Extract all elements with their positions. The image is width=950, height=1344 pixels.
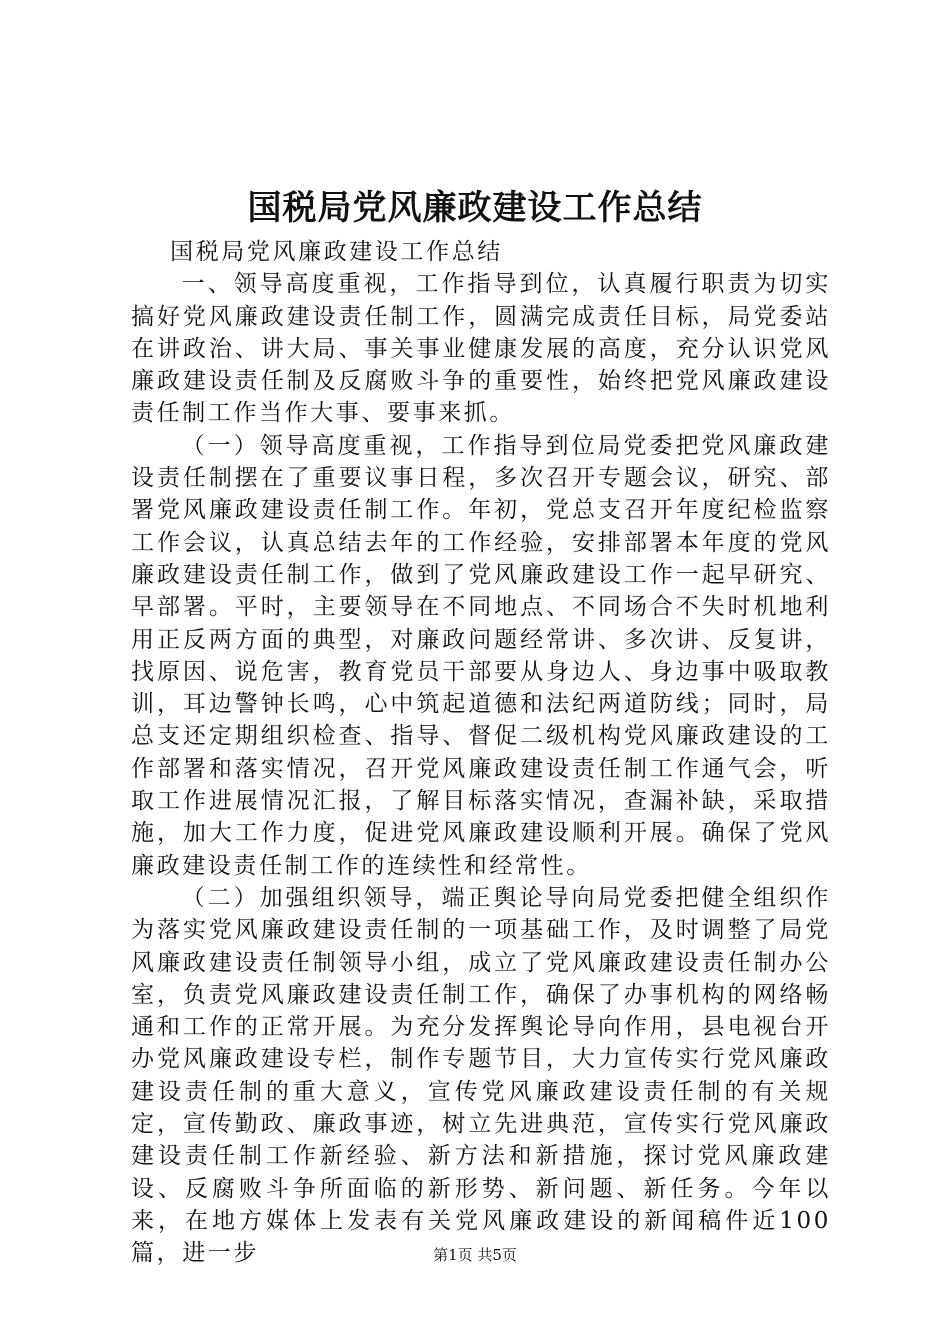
paragraph-1: 一、领导高度重视，工作指导到位，认真履行职责为切实搞好党风廉政建设责任制工作，圆满完成责任目标，局党委站在讲政治、讲大局、事关事业健康发展的高度，充分认识党风廉政建设责任制及反腐败斗争的重要性，始终把党风廉政建设责任制工作当作大事、要事来抓。 bbox=[131, 271, 831, 427]
document-title: 国税局党风廉政建设工作总结 bbox=[247, 188, 703, 228]
page-number-footer: 第1页 共5页 bbox=[433, 1246, 517, 1264]
paragraph-3: （二）加强组织领导，端正舆论导向局党委把健全组织作为落实党风廉政建设责任制的一项基础工作，及时调整了局党风廉政建设责任制领导小组，成立了党风廉政建设责任制办公室，负责党风廉政建设责任制工作，确保了办事机构的网络畅通和工作的正常开展。为充分发挥舆论导向作用，县电视台开办党风廉政建设专栏，制作专题节目，大力宣传实行党风廉政建设责任制的重大意义，宣传党风廉政建设责任制的有关规定，宣传勤政、廉政事迹，树立先进典范，宣传实行党风廉政建设责任制工作新经验、新方法和新措施，探讨党风廉政建设、反腐败斗争所面临的新形势、新问题、新任务。今年以来，在地方媒体上发表有关党风廉政建设的新闻稿件近100篇，进一步 bbox=[131, 884, 831, 1267]
document-subtitle: 国税局党风廉政建设工作总结 bbox=[170, 239, 503, 265]
paragraph-2: （一）领导高度重视，工作指导到位局党委把党风廉政建设责任制摆在了重要议事日程，多次召开专题会议，研究、部署党风廉政建设责任制工作。年初，党总支召开年度纪检监察工作会议，认真总结去年的工作经验，安排部署本年度的党风廉政建设责任制工作，做到了党风廉政建设工作一起早研究、早部署。平时，主要领导在不同地点、不同场合不失时机地利用正反两方面的典型，对廉政问题经常讲、多次讲、反复讲，找原因、说危害，教育党员干部要从身边人、身边事中吸取教训，耳边警钟长鸣，心中筑起道德和法纪两道防线；同时，局总支还定期组织检查、指导、督促二级机构党风廉政建设的工作部署和落实情况，召开党风廉政建设责任制工作通气会，听取工作进展情况汇报，了解目标落实情况，查漏补缺，采取措施，加大工作力度，促进党风廉政建设顺利开展。确保了党风廉政建设责任制工作的连续性和经常性。 bbox=[131, 432, 831, 879]
document-body bbox=[131, 236, 831, 1270]
